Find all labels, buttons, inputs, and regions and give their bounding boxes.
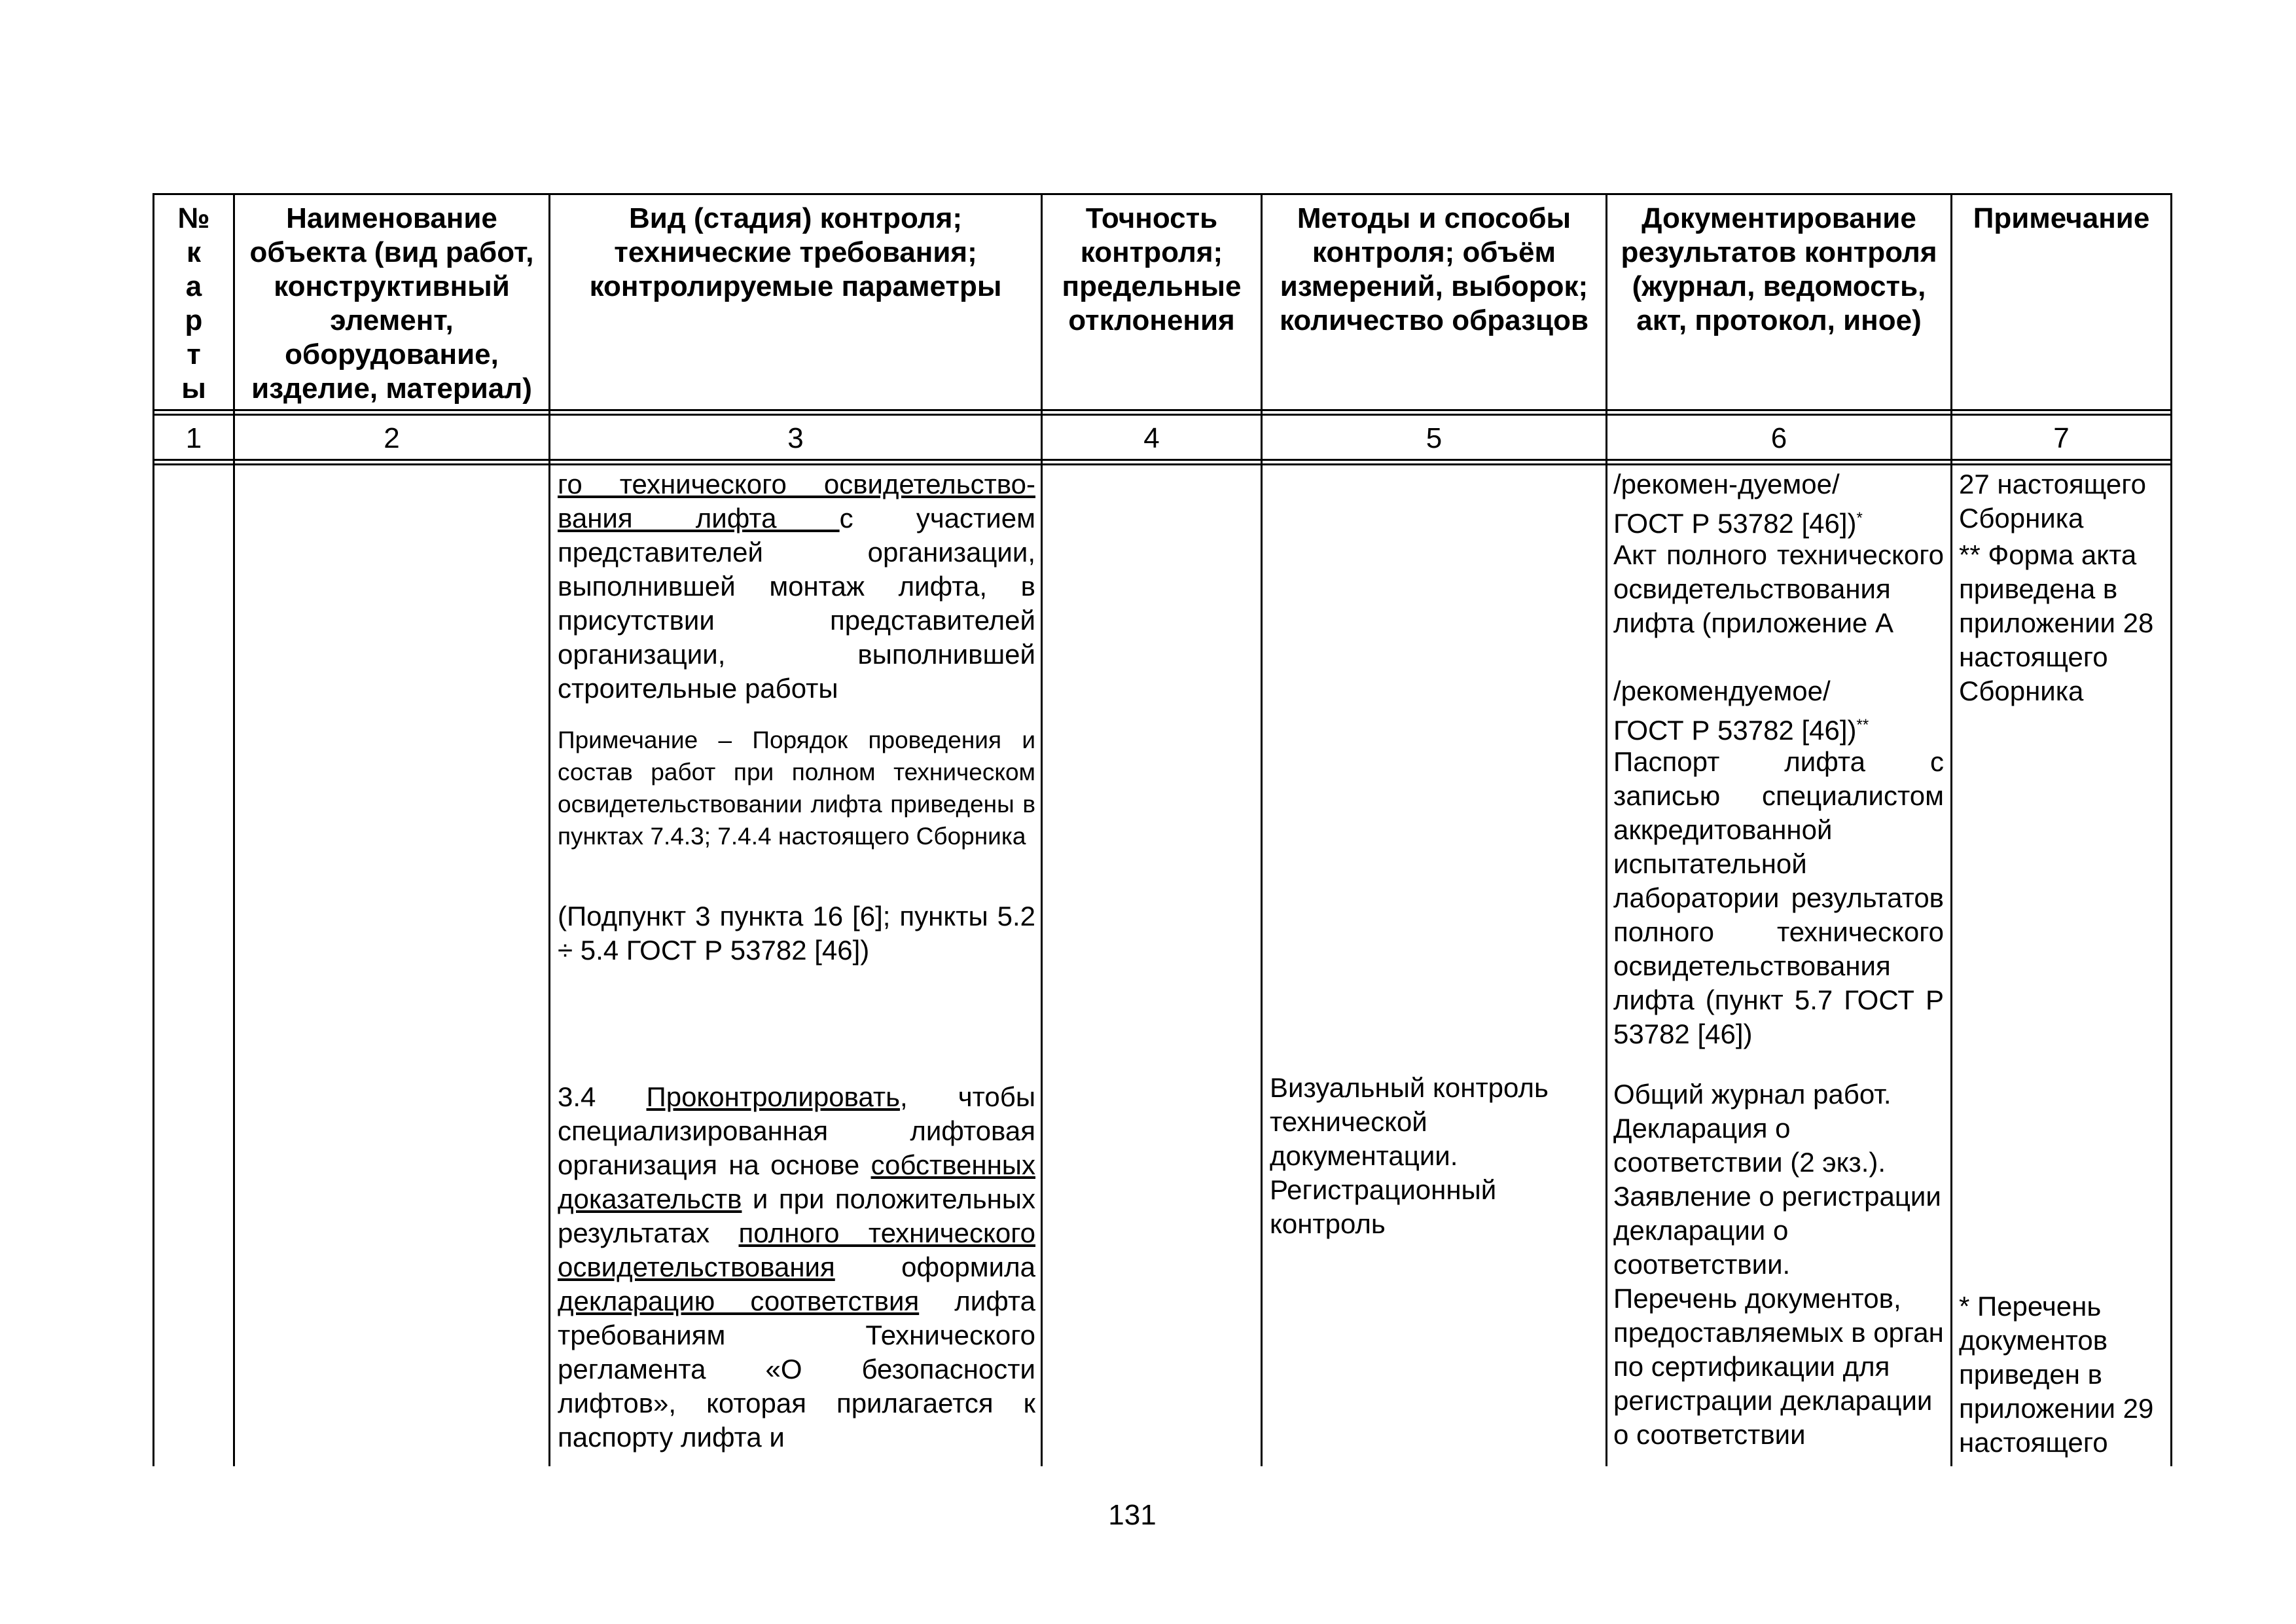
header-control-type: Вид (стадия) контроля; технические требования; контролируемые параметры bbox=[589, 202, 1002, 302]
col-border-7 bbox=[2170, 193, 2172, 1466]
col-border-6 bbox=[1950, 193, 1952, 1466]
col6-gost-ref-1-text: ГОСТ Р 53782 [46]) bbox=[1613, 508, 1857, 539]
col3-text-2: , чтобы специализированная лифтовая организация на основе bbox=[558, 1081, 1035, 1180]
col6-recommended: /рекомен-дуемое/ bbox=[1613, 469, 1840, 499]
col7-document-list-note: * Перечень документов приведен в приложении 29 настоящего bbox=[1959, 1291, 2154, 1458]
header-methods: Методы и способы контроля; объём измерений, выборок; количество образцов bbox=[1279, 202, 1589, 336]
col3-note: Примечание – Порядок проведения и состав работ при полном техническом освидетельствовании лифта приведены в пунктах 7.4.3; 7.4.4 настоящего Сборника bbox=[558, 727, 1035, 850]
col-border-4 bbox=[1261, 193, 1263, 1466]
column-number-6: 6 bbox=[1770, 422, 1787, 454]
col3-text-5: лифта требованиям Технического регламента «О безопасности лифтов», которая прилагается к паспорту лифта и bbox=[558, 1286, 1035, 1453]
column-number-3: 3 bbox=[787, 422, 804, 454]
column-number-4: 4 bbox=[1143, 422, 1160, 454]
table-top-border bbox=[152, 193, 2172, 195]
col-border-2 bbox=[548, 193, 550, 1466]
col-border-3 bbox=[1041, 193, 1043, 1466]
header-note: Примечание bbox=[1973, 202, 2150, 234]
column-number-2: 2 bbox=[384, 422, 400, 454]
col6-gost-ref-2 bbox=[1613, 708, 1944, 748]
number-row-bottom-rule-2 bbox=[152, 463, 2172, 465]
col6-declaration: Декларация о соответствии (2 экз.). bbox=[1613, 1113, 1886, 1178]
header-bottom-rule-1 bbox=[152, 409, 2172, 411]
header-accuracy: Точность контроля; предельные отклонения bbox=[1062, 202, 1242, 336]
col6-general-log: Общий журнал работ. bbox=[1613, 1079, 1892, 1110]
col6-documents-list: Перечень документов, предоставляемых в орган по сертификации для регистрации декларации о соответствии bbox=[1613, 1283, 1944, 1450]
col3-underlined-declaration: декларацию соответствия bbox=[558, 1286, 920, 1316]
page-number: 131 bbox=[1108, 1499, 1157, 1531]
col6-gost-ref-2-text: ГОСТ Р 53782 [46]) bbox=[1613, 715, 1857, 746]
col6-lift-passport: Паспорт лифта с записью специалистом аккредитованной испытательной лаборатории результатов полного технического освидетельствования лифта (пункт 5.7 ГОСТ Р 53782 [46]) bbox=[1613, 746, 1944, 1049]
col7-act-form-note: ** Форма акта приведена в приложении 28 настоящего Сборника bbox=[1959, 539, 2154, 706]
col5-registration-control: Регистрационный контроль bbox=[1270, 1174, 1497, 1239]
col3-text-1: с участием представителей организации, выполнившей монтаж лифта, в присутствии представителей организации, выполнившей строительные работы bbox=[558, 503, 1035, 704]
header-documentation: Документирование результатов контроля (журнал, ведомость, акт, протокол, иное) bbox=[1621, 202, 1937, 336]
col3-paragraph-3-4 bbox=[558, 1080, 1035, 1454]
col3-underlined-1: го технического освидетельство- bbox=[558, 469, 1035, 499]
col3-item-number: 3.4 bbox=[558, 1081, 596, 1112]
col6-recommended-2: /рекомендуемое/ bbox=[1613, 676, 1831, 706]
col3-text-3: и при положительных результатах bbox=[558, 1183, 1035, 1248]
col3-text-4: оформила bbox=[834, 1252, 1035, 1282]
col3-underlined-2: вания лифта bbox=[558, 503, 840, 533]
col5-visual-control: Визуальный контроль технической документации. bbox=[1270, 1072, 1549, 1171]
col3-underlined-check: Проконтролировать bbox=[646, 1081, 900, 1112]
col6-footnote-mark-2: ** bbox=[1856, 716, 1869, 734]
header-object-name: Наименование объекта (вид работ, конструктивный элемент, оборудование, изделие, материал) bbox=[249, 202, 534, 405]
col3-underlined-full-inspection: полного технического освидетельствования bbox=[558, 1218, 1035, 1282]
column-number-1: 1 bbox=[185, 422, 202, 454]
col3-underlined-own-evidence: собственных доказательств bbox=[558, 1149, 1035, 1214]
header-bottom-rule-2 bbox=[152, 414, 2172, 416]
col6-gost-ref-1 bbox=[1613, 501, 1944, 541]
header-card-number: № к а р т ы bbox=[177, 202, 210, 405]
col6-full-inspection-act: Акт полного технического освидетельствования лифта (приложение А bbox=[1613, 539, 1944, 638]
col6-footnote-mark-1: * bbox=[1856, 509, 1863, 527]
number-row-bottom-rule-1 bbox=[152, 459, 2172, 461]
column-number-7: 7 bbox=[2053, 422, 2070, 454]
column-number-5: 5 bbox=[1426, 422, 1443, 454]
col3-reference: (Подпункт 3 пункта 16 [6]; пункты 5.2 ÷ 5.4 ГОСТ Р 53782 [46]) bbox=[558, 901, 1035, 965]
col-border-5 bbox=[1605, 193, 1607, 1466]
col7-note-27: 27 настоящего Сборника bbox=[1959, 469, 2147, 533]
col3-paragraph-inspection bbox=[558, 467, 1035, 706]
col6-registration-application: Заявление о регистрации декларации о соответствии. bbox=[1613, 1181, 1941, 1280]
